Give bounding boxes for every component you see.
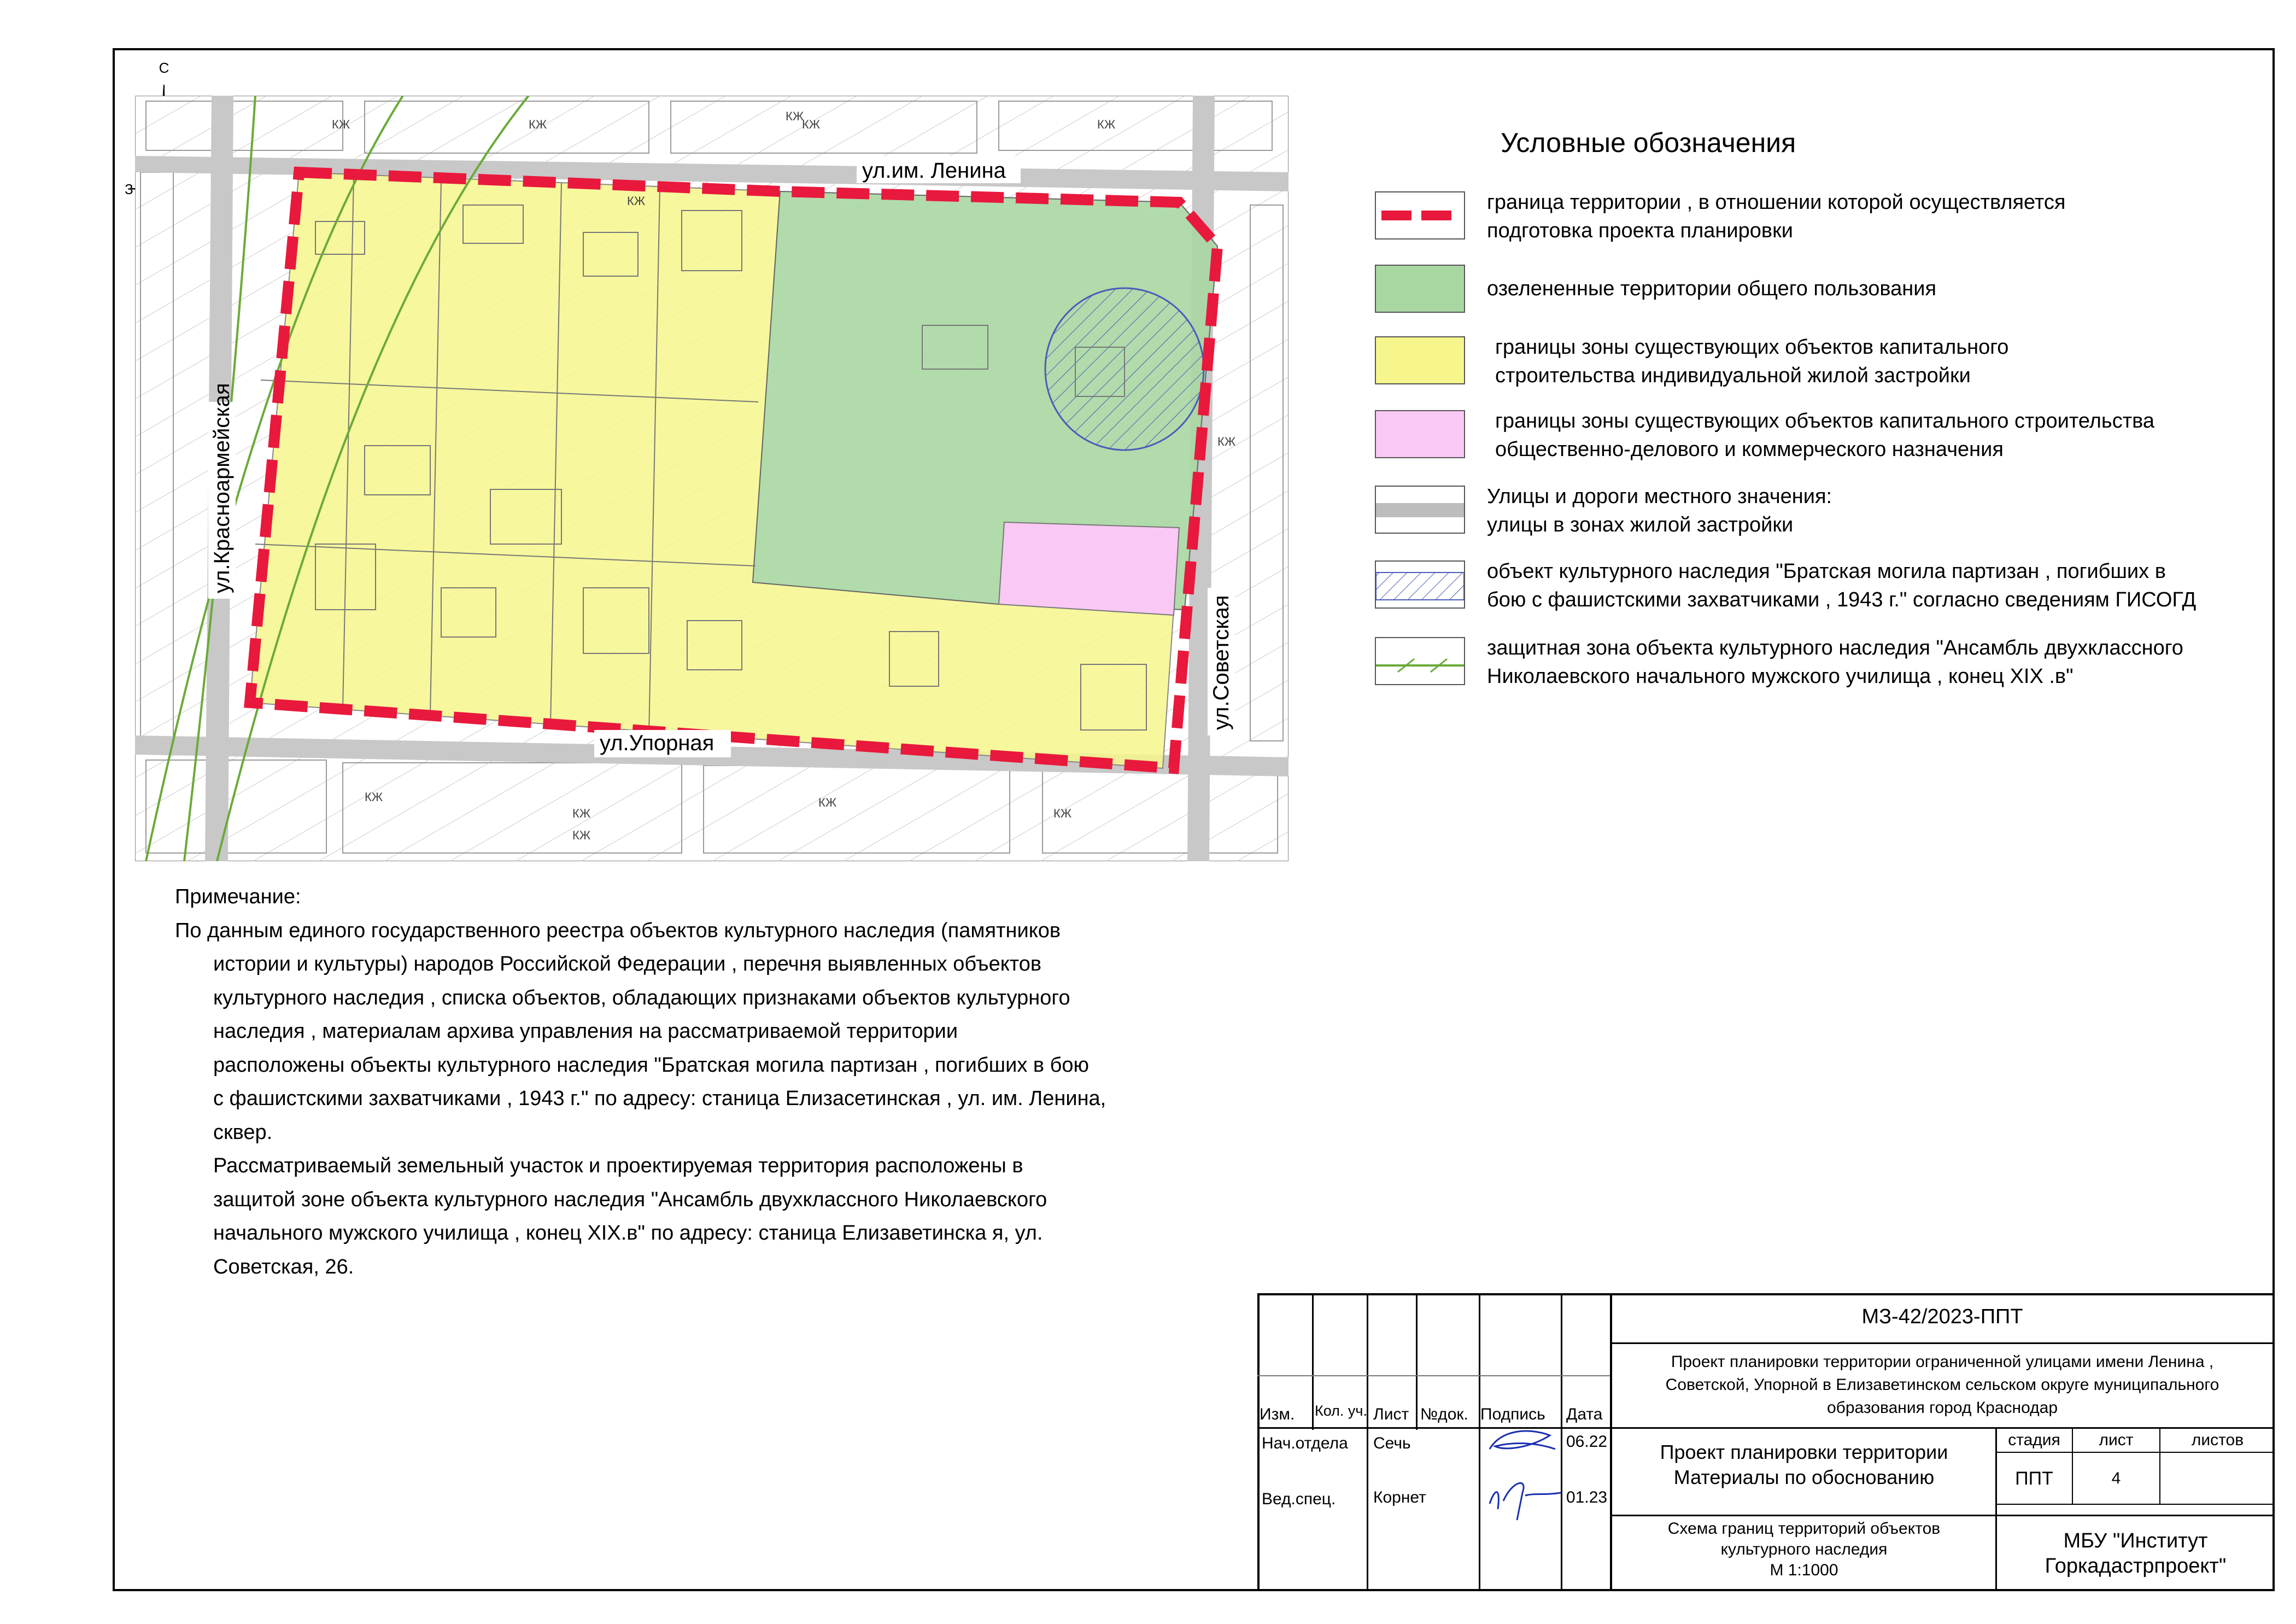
- legend-text: Улицы и дороги местного значения:: [1487, 485, 1832, 508]
- header-kol: Кол. уч.: [1315, 1403, 1367, 1419]
- header-list: Лист: [1373, 1405, 1409, 1423]
- legend-text: границы зоны существующих объектов капитального: [1495, 336, 2009, 359]
- org-line: МБУ "Институт: [2063, 1529, 2208, 1552]
- note-line: наследия , материалам архива управления на рассматриваемой территории: [213, 1020, 958, 1043]
- project-title-line: образования город Краснодар: [1826, 1399, 2058, 1417]
- section-line: Проект планировки территории: [1660, 1441, 1948, 1463]
- parcel-label: КЖ: [572, 828, 591, 842]
- legend-text: Николаевского начального мужского училища , конец XIX .в": [1487, 665, 2074, 688]
- legend-text: строительства индивидуальной жилой застройки: [1495, 364, 1971, 387]
- legend-symbol-pink: [1375, 410, 1465, 458]
- parcel-label: КЖ: [332, 118, 350, 131]
- note-title: Примечание:: [175, 885, 301, 908]
- parcel-label: КЖ: [627, 194, 646, 208]
- sheets-header: листов: [2191, 1431, 2244, 1449]
- legend-item-pink: [1375, 410, 2260, 465]
- sheet-value: 4: [2111, 1469, 2121, 1487]
- sheet-header: лист: [2099, 1431, 2134, 1449]
- note-block: [175, 880, 1214, 1284]
- drawing-title-line: М 1:1000: [1770, 1561, 1838, 1579]
- legend-text: граница территории , в отношении которой осуществляется: [1487, 191, 2066, 214]
- header-data: Дата: [1566, 1405, 1603, 1423]
- stage-header: стадия: [2008, 1431, 2060, 1449]
- note-line: культурного наследия , списка объектов, обладающих признаками объектов культурного: [213, 986, 1070, 1009]
- header-podpis: Подпись: [1480, 1405, 1545, 1423]
- signature-1: [1484, 1424, 1561, 1465]
- row-name: Корнет: [1373, 1488, 1426, 1506]
- row-role: Вед.спец.: [1262, 1490, 1336, 1508]
- legend-item-yellow: [1375, 336, 2260, 391]
- legend-symbol-road: [1375, 486, 1465, 534]
- street-label-upornaya: ул.Упорная: [600, 731, 714, 755]
- compass-west-label: З: [125, 181, 133, 197]
- row-name: Сечь: [1373, 1434, 1411, 1452]
- legend-item-heritage: [1375, 560, 2260, 615]
- project-title-line: Советской, Упорной в Елизаветинском сельском округе муниципального: [1665, 1376, 2219, 1394]
- street-label-lenina: ул.им. Ленина: [862, 159, 1006, 183]
- legend-text: границы зоны существующих объектов капитального строительства: [1495, 410, 2154, 433]
- legend-symbol-heritage: [1375, 560, 1465, 609]
- note-line: расположены объекты культурного наследия "Братская могила партизан , погибших в бою: [213, 1053, 1090, 1077]
- parcel-label: КЖ: [572, 807, 591, 820]
- parcel-label: КЖ: [1217, 435, 1236, 448]
- note-line: начального мужского училища , конец XIX.в" по адресу: станица Елизаветинска я, ул.: [213, 1222, 1043, 1245]
- street-label-krasnoarmeiskaya: ул.Красноармейская: [210, 383, 234, 593]
- parcel-label: КЖ: [1097, 118, 1116, 131]
- legend-item-boundary: [1375, 191, 2260, 246]
- row-role: Нач.отдела: [1262, 1434, 1348, 1452]
- section-line: Материалы по обоснованию: [1673, 1466, 1935, 1488]
- parcel-label: КЖ: [365, 790, 383, 804]
- legend-text: защитная зона объекта культурного наследия "Ансамбль двухклассного: [1487, 636, 2183, 659]
- legend-text: общественно-делового и коммерческого назначения: [1495, 438, 2004, 461]
- parcel-label: КЖ: [818, 796, 837, 809]
- legend-symbol-yellow: [1375, 336, 1465, 384]
- legend-item-green: [1375, 265, 2260, 319]
- street-label-sovetskaya: ул.Советская: [1209, 595, 1233, 730]
- parcel-label: КЖ: [529, 118, 547, 131]
- note-line: По данным единого государственного реестра объектов культурного наследия (памятников: [175, 919, 1061, 942]
- note-line: защитой зоне объекта культурного наследия "Ансамбль двухклассного Николаевского: [213, 1188, 1047, 1211]
- legend-symbol-boundary: [1375, 191, 1465, 239]
- legend-text: объект культурного наследия "Братская могила партизан , погибших в: [1487, 560, 2166, 583]
- doc-code: МЗ-42/2023-ППТ: [1861, 1305, 2023, 1328]
- note-line: с фашистскими захватчиками , 1943 г." по адресу: станица Елизасетинская , ул. им. Ленина,: [213, 1087, 1106, 1110]
- parcel-label: КЖ: [786, 109, 804, 123]
- project-title-line: Проект планировки территории ограниченной улицами имени Ленина ,: [1671, 1353, 2214, 1371]
- legend-text: улицы в зонах жилой застройки: [1487, 513, 1794, 536]
- parcel-label: КЖ: [1053, 807, 1072, 820]
- note-line: сквер.: [213, 1120, 273, 1144]
- legend-item-protection: [1375, 637, 2260, 692]
- org-line: Горкадастрпроект": [2045, 1555, 2227, 1578]
- stage-value: ППТ: [2015, 1468, 2053, 1489]
- note-line: Рассматриваемый земельный участок и проектируемая территория расположены в: [213, 1154, 1023, 1177]
- legend-symbol-green: [1375, 265, 1465, 313]
- parcel-label: КЖ: [802, 118, 821, 131]
- legend-item-road: [1375, 486, 2260, 540]
- title-block: [1257, 1293, 2275, 1591]
- row-date: 01.23: [1566, 1488, 1608, 1506]
- header-ndok: №док.: [1420, 1405, 1468, 1423]
- legend-title: Условные обозначения: [1501, 127, 1796, 158]
- legend-text: подготовка проекта планировки: [1487, 219, 1793, 242]
- header-izm: Изм.: [1260, 1405, 1295, 1423]
- drawing-title-line: Схема границ территорий объектов: [1667, 1520, 1941, 1538]
- signature-2: [1484, 1471, 1566, 1528]
- drawing-title-line: культурного наследия: [1720, 1540, 1888, 1558]
- row-date: 06.22: [1566, 1433, 1608, 1451]
- compass-north-label: С: [159, 60, 169, 76]
- legend-text: бою с фашистскими захватчиками , 1943 г." согласно сведениям ГИСОГД: [1487, 588, 2197, 611]
- legend-text: озелененные территории общего пользования: [1487, 277, 1937, 300]
- note-line: истории и культуры) народов Российской Федерации , перечня выявленных объектов: [213, 953, 1042, 975]
- note-line: Советская, 26.: [213, 1255, 354, 1278]
- legend-symbol-protection: [1375, 637, 1465, 685]
- site-map: [135, 96, 1288, 861]
